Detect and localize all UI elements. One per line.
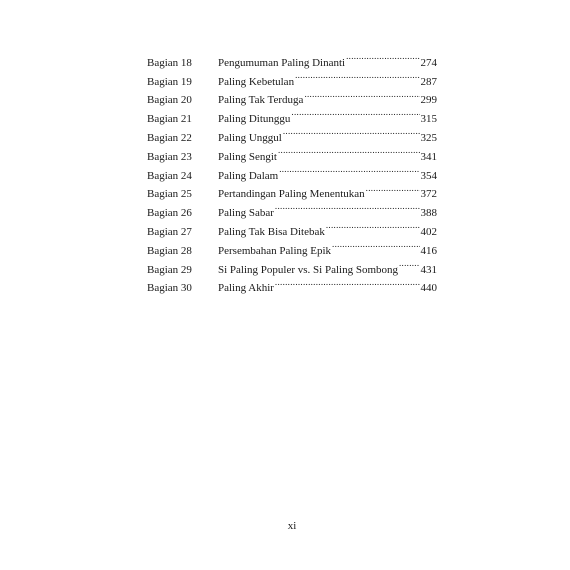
toc-chapter-label: Bagian 24 <box>147 169 192 182</box>
toc-leader-dots <box>279 160 419 179</box>
toc-chapter-label: Bagian 25 <box>147 188 192 201</box>
toc-chapter-label: Bagian 28 <box>147 244 192 257</box>
toc-title: Si Paling Populer vs. Si Paling Sombong <box>218 263 398 276</box>
toc-leader-dots <box>332 235 419 254</box>
toc-title: Paling Sabar <box>218 207 274 220</box>
toc-title: Pengumuman Paling Dinanti <box>218 56 346 69</box>
toc-page-number: 388 <box>420 207 437 220</box>
toc-page-number: 325 <box>420 131 437 144</box>
toc-page-number: 372 <box>420 188 437 201</box>
toc-leader-dots <box>304 85 419 104</box>
toc-page-number: 341 <box>420 150 437 163</box>
toc-chapter-label: Bagian 20 <box>147 94 192 107</box>
toc-chapter-label: Bagian 26 <box>147 207 192 220</box>
toc-leader-dots <box>295 66 419 85</box>
toc-chapter-label: Bagian 19 <box>147 75 192 88</box>
toc-page-number: 440 <box>420 282 437 295</box>
toc-leader-dots <box>366 179 420 198</box>
toc-title: Paling Dalam <box>218 169 279 182</box>
toc-title: Paling Sengit <box>218 150 277 163</box>
toc-chapter-label: Bagian 29 <box>147 263 192 276</box>
toc-title: Paling Tak Terduga <box>218 94 304 107</box>
toc-page-number: 416 <box>420 244 437 257</box>
toc-page-number: 315 <box>420 113 437 126</box>
toc-title: Paling Unggul <box>218 131 282 144</box>
toc-page-number: 431 <box>420 263 437 276</box>
toc-title: Paling Akhir <box>218 282 274 295</box>
toc-title: Paling Tak Bisa Ditebak <box>218 225 325 238</box>
toc-leader-dots <box>283 122 420 141</box>
toc-leader-dots <box>278 141 420 160</box>
toc-title: Paling Ditunggu <box>218 113 291 126</box>
toc-leader-dots <box>275 273 420 292</box>
toc-page-number: 274 <box>420 56 437 69</box>
toc-title: Pertandingan Paling Menentukan <box>218 188 365 201</box>
toc-chapter-label: Bagian 22 <box>147 131 192 144</box>
toc-leader-dots <box>399 254 420 273</box>
toc-entry[interactable] <box>147 47 437 69</box>
toc-chapter-label: Bagian 30 <box>147 282 192 295</box>
toc-chapter-label: Bagian 27 <box>147 225 192 238</box>
toc-chapter-label: Bagian 21 <box>147 113 192 126</box>
toc-page-number: 354 <box>420 169 437 182</box>
toc-page-number: 299 <box>420 94 437 107</box>
toc-chapter-label: Bagian 18 <box>147 56 192 69</box>
page-number: xi <box>287 520 297 532</box>
toc-title: Persembahan Paling Epik <box>218 244 332 257</box>
toc-title: Paling Kebetulan <box>218 75 295 88</box>
toc-chapter-label: Bagian 23 <box>147 150 192 163</box>
toc-page-number: 402 <box>420 225 437 238</box>
toc-page-number: 287 <box>420 75 437 88</box>
toc-leader-dots <box>291 103 419 122</box>
toc-leader-dots <box>346 47 419 66</box>
toc-leader-dots <box>275 197 420 216</box>
toc-leader-dots <box>326 216 420 235</box>
table-of-contents <box>147 47 437 295</box>
